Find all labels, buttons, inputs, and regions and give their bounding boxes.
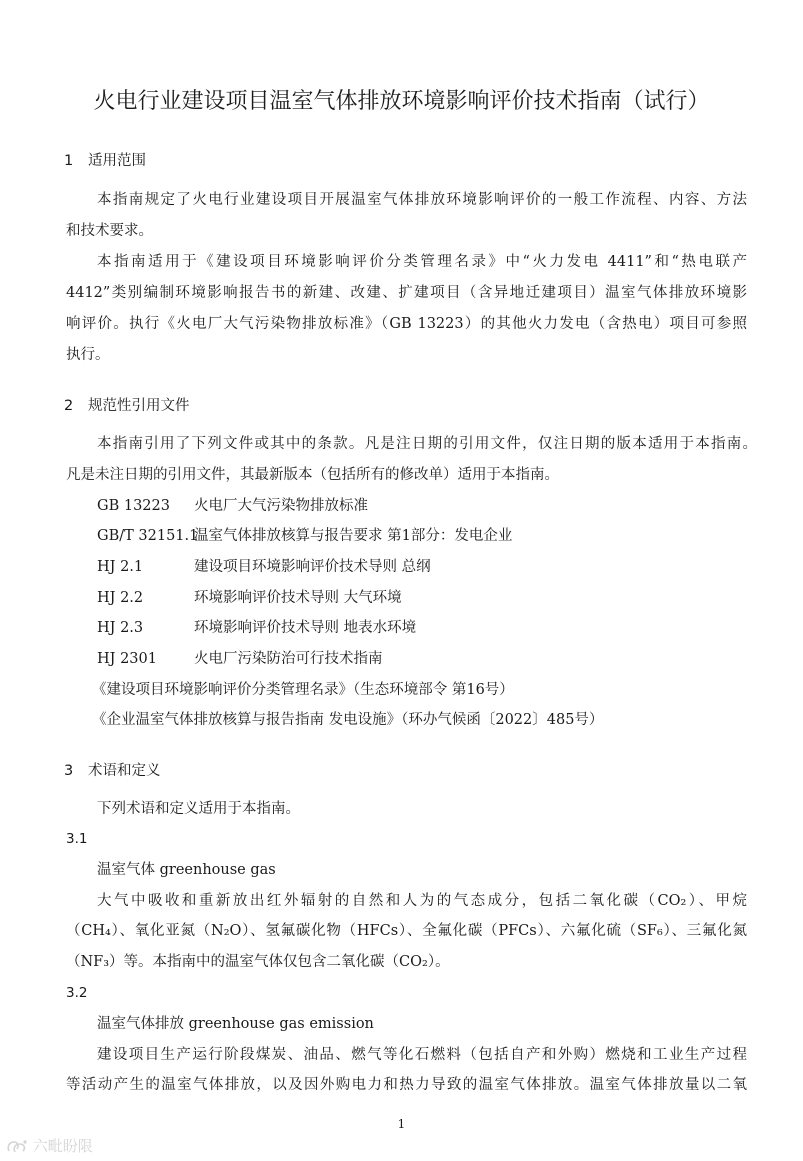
paragraph-line: 和技术要求。	[66, 223, 153, 239]
reference-code: GB/T 32151.1	[97, 528, 199, 544]
section-number: 2	[64, 398, 74, 414]
paragraph-line: （NF₃）等。本指南中的温室气体仅包含二氧化碳（CO₂）。	[66, 954, 450, 970]
reference-item: 《企业温室气体排放核算与报告指南 发电设施》（环办气候函〔2022〕485号）	[92, 712, 604, 728]
reference-item	[97, 588, 402, 608]
reference-code: GB 13223	[97, 498, 170, 514]
term-number: 3.1	[66, 831, 88, 847]
reference-code: HJ 2.1	[97, 559, 144, 575]
term-name-en: greenhouse gas	[159, 862, 276, 878]
paragraph-line: 建设项目生产运行阶段煤炭、油品、燃气等化石燃料（包括自产和外购）燃烧和工业生产过程	[97, 1047, 747, 1063]
paragraph-line: 凡是未注日期的引用文件，其最新版本（包括所有的修改单）适用于本指南。	[66, 467, 559, 483]
reference-title: 环境影响评价技术导则 地表水环境	[194, 620, 417, 636]
paragraph-line: 执行。	[66, 347, 110, 363]
section-number: 1	[64, 153, 74, 169]
term-name-en: greenhouse gas emission	[188, 1016, 374, 1032]
reference-title: 建设项目环境影响评价技术导则 总纲	[194, 559, 431, 575]
paragraph-line: 下列术语和定义适用于本指南。	[97, 801, 300, 817]
section-title: 术语和定义	[88, 763, 161, 779]
reference-title: 温室气体排放核算与报告要求 第1部分：发电企业	[194, 528, 513, 544]
reference-title: 环境影响评价技术导则 大气环境	[194, 590, 402, 606]
paragraph-line: 本指南规定了火电行业建设项目开展温室气体排放环境影响评价的一般工作流程、内容、方法	[97, 192, 747, 208]
paragraph-line: 4412”类别编制环境影响报告书的新建、改建、扩建项目（含异地迁建项目）温室气体排放环境影	[66, 285, 747, 301]
reference-code: HJ 2301	[97, 651, 157, 667]
reference-title: 火电厂污染防治可行技术指南	[194, 651, 383, 667]
watermark	[6, 1135, 93, 1156]
section-2-heading	[64, 396, 190, 416]
reference-code: HJ 2.2	[97, 590, 144, 606]
reference-title: 火电厂大气污染物排放标准	[194, 498, 368, 514]
section-1-heading	[64, 151, 146, 171]
section-title: 适用范围	[88, 153, 146, 169]
section-3-heading	[64, 761, 161, 781]
term-title	[97, 1014, 374, 1034]
reference-item	[97, 496, 368, 516]
reference-item: 《建设项目环境影响评价分类管理名录》（生态环境部令 第16号）	[92, 682, 514, 698]
paragraph-line: 本指南适用于《建设项目环境影响评价分类管理名录》中“火力发电 4411”和“热电联产	[97, 254, 747, 270]
reference-item	[97, 649, 383, 669]
reference-item	[97, 618, 416, 638]
watermark-logo-icon	[6, 1139, 28, 1155]
paragraph-line: 本指南引用了下列文件或其中的条款。凡是注日期的引用文件，仅注日期的版本适用于本指南。	[97, 436, 757, 452]
paragraph-line: 响评价。执行《火电厂大气污染物排放标准》（GB 13223）的其他火力发电（含热电）项目可参照	[66, 316, 747, 332]
reference-item	[97, 526, 512, 546]
section-title: 规范性引用文件	[88, 398, 190, 414]
section-number: 3	[64, 763, 74, 779]
reference-code: HJ 2.3	[97, 620, 144, 636]
term-number: 3.2	[66, 985, 88, 1001]
term-title	[97, 860, 276, 880]
page-number: 1	[397, 1117, 406, 1131]
paragraph-line: 等活动产生的温室气体排放，以及因外购电力和热力导致的温室气体排放。温室气体排放量以二氧	[66, 1077, 747, 1093]
document-title: 火电行业建设项目温室气体排放环境影响评价技术指南（试行）	[93, 89, 710, 114]
term-name-cn: 温室气体	[97, 862, 155, 878]
paragraph-line: （CH₄）、氧化亚氮（N₂O）、氢氟碳化物（HFCs）、全氟化碳（PFCs）、六氟化硫（SF₆）、三氟化氮	[66, 923, 747, 939]
watermark-text: 六毗盼限	[32, 1137, 93, 1155]
term-name-cn: 温室气体排放	[97, 1016, 184, 1032]
paragraph-line: 大气中吸收和重新放出红外辐射的自然和人为的气态成分，包括二氧化碳（CO₂）、甲烷	[97, 893, 747, 909]
reference-item	[97, 557, 431, 577]
